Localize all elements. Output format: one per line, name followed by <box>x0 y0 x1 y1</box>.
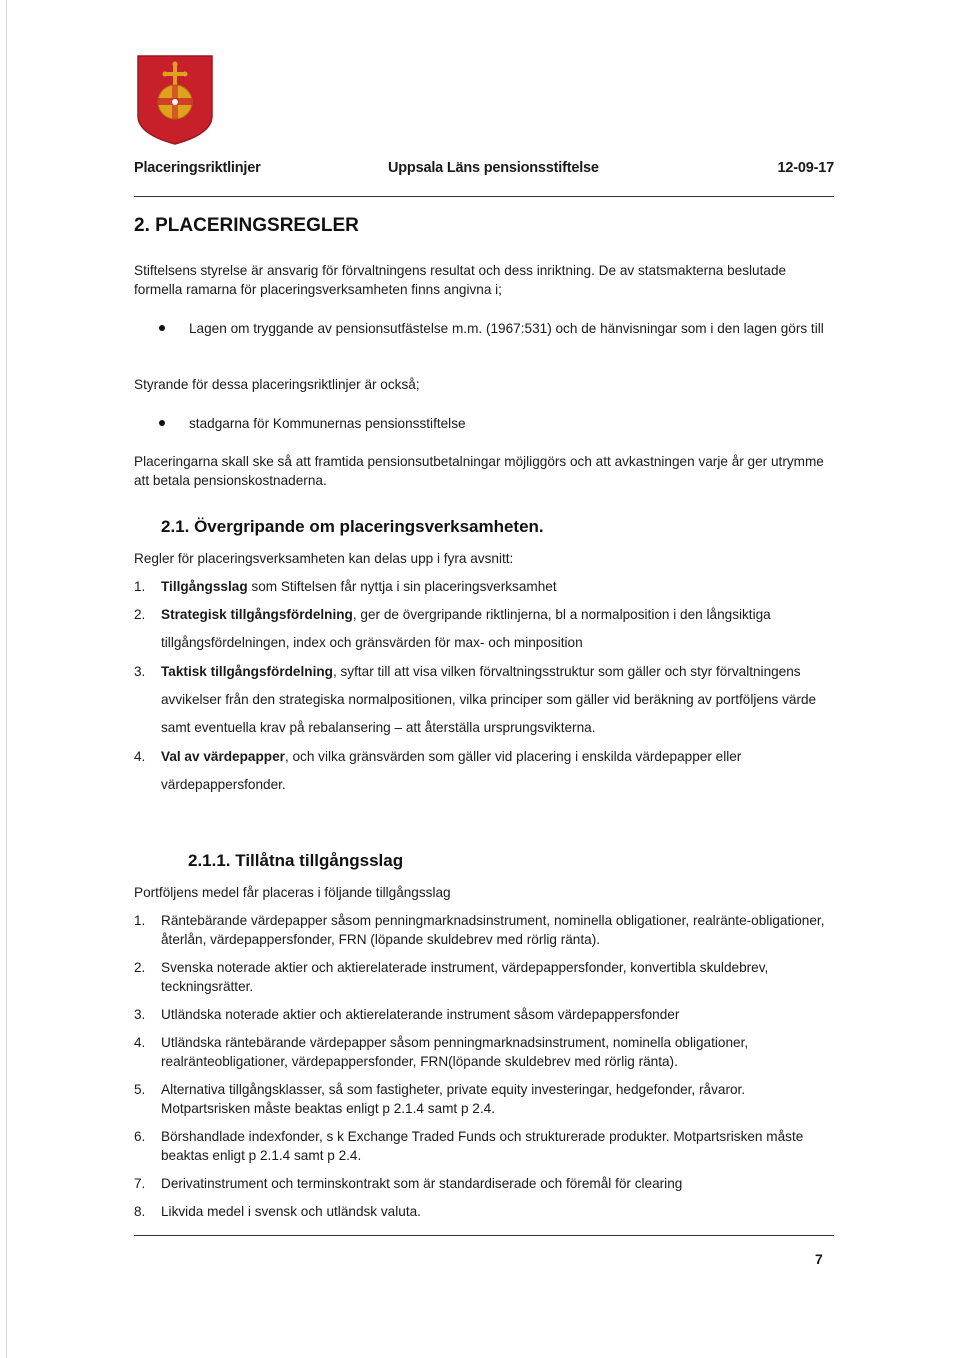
bullet-dot-icon <box>159 325 165 331</box>
list-item-text: , syftar till att visa vilken förvaltningsstruktur som gäller och styr förvaltningens avvikelser från den strategiska normalpositionen, vilka principer som gäller vid beräkning av portföljens värde samt eventuella krav på rebalansering – att återställa ursprungsvikterna. <box>161 664 817 735</box>
subsubsection-title: 2.1.1. Tillåtna tillgångsslag <box>188 851 404 870</box>
list-item-text: Alternativa tillgångsklasser, så som fastigheter, private equity investeringar, hedgefonder, råvaror. Motpartsrisken måste beaktas enligt p 2.1.4 samt p 2.4. <box>161 1082 746 1116</box>
header-rule <box>134 196 834 197</box>
list-item-text: Utländska noterade aktier och aktierelaterande instrument såsom värdepappersfonder <box>161 1007 680 1022</box>
bullet-text: stadgarna för Kommunernas pensionsstiftelse <box>189 416 466 431</box>
list-item-term: Strategisk tillgångsfördelning <box>161 607 353 622</box>
header-organization: Uppsala Läns pensionsstiftelse <box>388 160 599 176</box>
list-item-text: Likvida medel i svensk och utländsk valuta. <box>161 1204 421 1219</box>
bullet-text: Lagen om tryggande av pensionsutfästelse m.m. (1967:531) och de hänvisningar som i den lagen görs till <box>189 321 824 336</box>
county-coat-of-arms-icon <box>136 54 214 146</box>
list-item-term: Tillgångsslag <box>161 579 248 594</box>
list-number: 5. <box>134 1082 146 1097</box>
list-number: 6. <box>134 1129 146 1144</box>
list-number: 2. <box>134 607 146 622</box>
list-number: 4. <box>134 749 146 764</box>
list-item-text: Börshandlade indexfonder, s k Exchange Traded Funds och strukturerade produkter. Motpartsrisken måste beaktas enligt p 2.1.4 samt p 2.4. <box>161 1129 804 1163</box>
bullet-item-statutes <box>159 414 839 433</box>
list-item-text: Utländska räntebärande värdepapper såsom penningmarknadsinstrument, nominella obligationer, realränteobligationer, värdepappersfonder, FRN(löpande skuldebrev med rörlig ränta). <box>161 1035 749 1069</box>
section-title: 2. PLACERINGSREGLER <box>134 215 359 236</box>
placement-paragraph: Placeringarna skall ske så att framtida pensionsutbetalningar möjliggörs och att avkastningen varje år ger utrymme att betala pensionskostnaderna. <box>134 454 824 488</box>
list-number: 3. <box>134 1007 146 1022</box>
governing-paragraph: Styrande för dessa placeringsriktlinjer är också; <box>134 377 420 392</box>
list-number: 8. <box>134 1204 146 1219</box>
page-number: 7 <box>815 1251 823 1267</box>
subsection-title: 2.1. Övergripande om placeringsverksamheten. <box>161 517 544 536</box>
list-number: 2. <box>134 960 146 975</box>
footer-rule <box>134 1235 834 1236</box>
subsection-intro: Regler för placeringsverksamheten kan delas upp i fyra avsnitt: <box>134 551 514 566</box>
bullet-item-law <box>159 319 839 338</box>
header-document-type: Placeringsriktlinjer <box>134 160 261 176</box>
list-number: 3. <box>134 664 146 679</box>
page-header <box>134 160 834 180</box>
list-number: 7. <box>134 1176 146 1191</box>
list-item-text: som Stiftelsen får nyttja i sin placeringsverksamhet <box>247 579 557 594</box>
header-date: 12-09-17 <box>777 160 834 176</box>
list-item-text: Räntebärande värdepapper såsom penningmarknadsinstrument, nominella obligationer, realränte-obligationer, återlån, värdepappersfonder, FRN (löpande skuldebrev med rörlig ränta). <box>161 913 825 947</box>
scan-edge-line <box>6 0 7 1358</box>
list-number: 4. <box>134 1035 146 1050</box>
list-item-text: , och vilka gränsvärden som gäller vid placering i enskilda värdepapper eller värdepappersfonder. <box>161 749 742 792</box>
list-item-text: Derivatinstrument och terminskontrakt som är standardiserade och föremål för clearing <box>161 1176 683 1191</box>
subsubsection-intro: Portföljens medel får placeras i följande tillgångsslag <box>134 885 451 900</box>
list-number: 1. <box>134 579 146 594</box>
list-number: 1. <box>134 913 146 928</box>
list-item-text: , ger de övergripande riktlinjerna, bl a normalposition i den långsiktiga tillgångsfördelningen, index och gränsvärden för max- och minposition <box>161 607 771 650</box>
list-item-text: Svenska noterade aktier och aktierelaterade instrument, värdepappersfonder, konvertibla skuldebrev, teckningsrätter. <box>161 960 769 994</box>
bullet-dot-icon <box>159 420 165 426</box>
list-item-term: Val av värdepapper <box>161 749 285 764</box>
section-intro-paragraph: Stiftelsens styrelse är ansvarig för förvaltningens resultat och dess inriktning. De av statsmakterna beslutade formella ramarna för placeringsverksamheten finns angivna i; <box>134 263 787 297</box>
list-item-term: Taktisk tillgångsfördelning <box>161 664 333 679</box>
